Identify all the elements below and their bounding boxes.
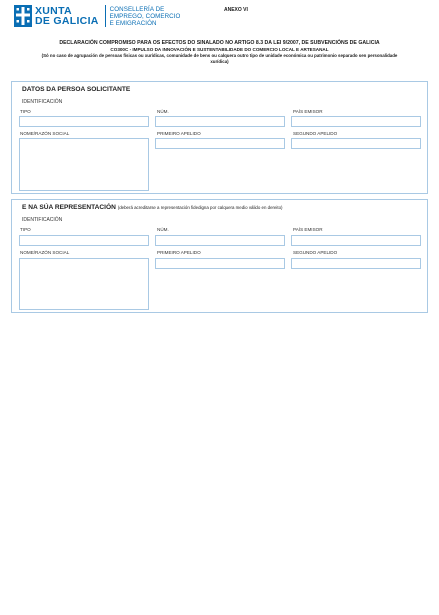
applicant-number-field[interactable] — [155, 116, 285, 127]
representative-type-label: TIPO — [20, 227, 31, 232]
applicant-surname2-label: SEGUNDO APELIDO — [293, 131, 338, 136]
representative-section — [11, 199, 428, 313]
procedure-title: CO300C - IMPULSO DA INNOVACIÓN E SUSTENTABILIDADE DO COMERCIO LOCAL E ARTESANAL — [110, 47, 329, 52]
representative-surname1-field[interactable] — [155, 258, 285, 269]
logo-divider — [105, 5, 106, 27]
representative-type-field[interactable] — [19, 235, 149, 246]
applicant-section — [11, 81, 428, 194]
document-titles — [14, 40, 425, 65]
representative-country-field[interactable] — [291, 235, 421, 246]
applicant-country-field[interactable] — [291, 116, 421, 127]
applicant-name-label: NOME/RAZÓN SOCIAL — [20, 131, 70, 136]
representative-number-field[interactable] — [155, 235, 285, 246]
representative-name-field[interactable] — [19, 258, 149, 310]
galicia-cross-icon — [14, 5, 32, 27]
representative-number-label: NÚM. — [157, 227, 169, 232]
representative-country-label: PAÍS EMISOR — [293, 227, 323, 232]
xunta-logo — [14, 5, 180, 27]
applicant-section-title: DATOS DA PERSOA SOLICITANTE — [22, 86, 131, 93]
logo-line1: XUNTA — [35, 5, 72, 17]
representative-title-text: E NA SÚA REPRESENTACIÓN — [22, 204, 116, 211]
logo-line2: DE GALICIA — [35, 15, 99, 27]
logo-wordmark — [35, 6, 99, 26]
representative-identification-label: IDENTIFICACIÓN — [22, 217, 63, 223]
document-title: DECLARACIÓN COMPROMISO PARA OS EFECTOS DO SINALADO NO ARTIGO 8.3 DA LEI 9/2007, DE SUBVENCIÓNS DE GALICIA — [59, 40, 380, 46]
representative-name-label: NOME/RAZÓN SOCIAL — [20, 250, 70, 255]
applicant-number-label: NÚM. — [157, 109, 169, 114]
applicant-country-label: PAÍS EMISOR — [293, 109, 323, 114]
department-line3: E EMIGRACIÓN — [109, 19, 157, 27]
applicant-surname2-field[interactable] — [291, 138, 421, 149]
representative-surname1-label: PRIMEIRO APELIDO — [157, 250, 201, 255]
representative-surname2-field[interactable] — [291, 258, 421, 269]
applicant-identification-label: IDENTIFICACIÓN — [22, 99, 63, 105]
representative-section-title — [22, 204, 283, 211]
applicant-surname1-field[interactable] — [155, 138, 285, 149]
department-line2: EMPREGO, COMERCIO — [109, 12, 181, 20]
page-header — [14, 5, 425, 31]
applicability-note: (Só no caso de agrupación de persoas físicas ou xurídicas, comunidade de bens ou calquera outro tipo de unidade económica ou patrimonio separado sen personalidade xurídica) — [41, 53, 398, 64]
applicant-surname1-label: PRIMEIRO APELIDO — [157, 131, 201, 136]
department-name — [110, 6, 181, 27]
applicant-type-label: TIPO — [20, 109, 31, 114]
annex-label: ANEXO VI — [224, 7, 248, 13]
applicant-name-field[interactable] — [19, 138, 149, 191]
department-line1: CONSELLERÍA DE — [109, 5, 165, 13]
representative-subtitle: (deberá acreditarse a representación fidedigna por calquera medio válido en dereito) — [117, 205, 283, 210]
representative-surname2-label: SEGUNDO APELIDO — [293, 250, 338, 255]
applicant-type-field[interactable] — [19, 116, 149, 127]
